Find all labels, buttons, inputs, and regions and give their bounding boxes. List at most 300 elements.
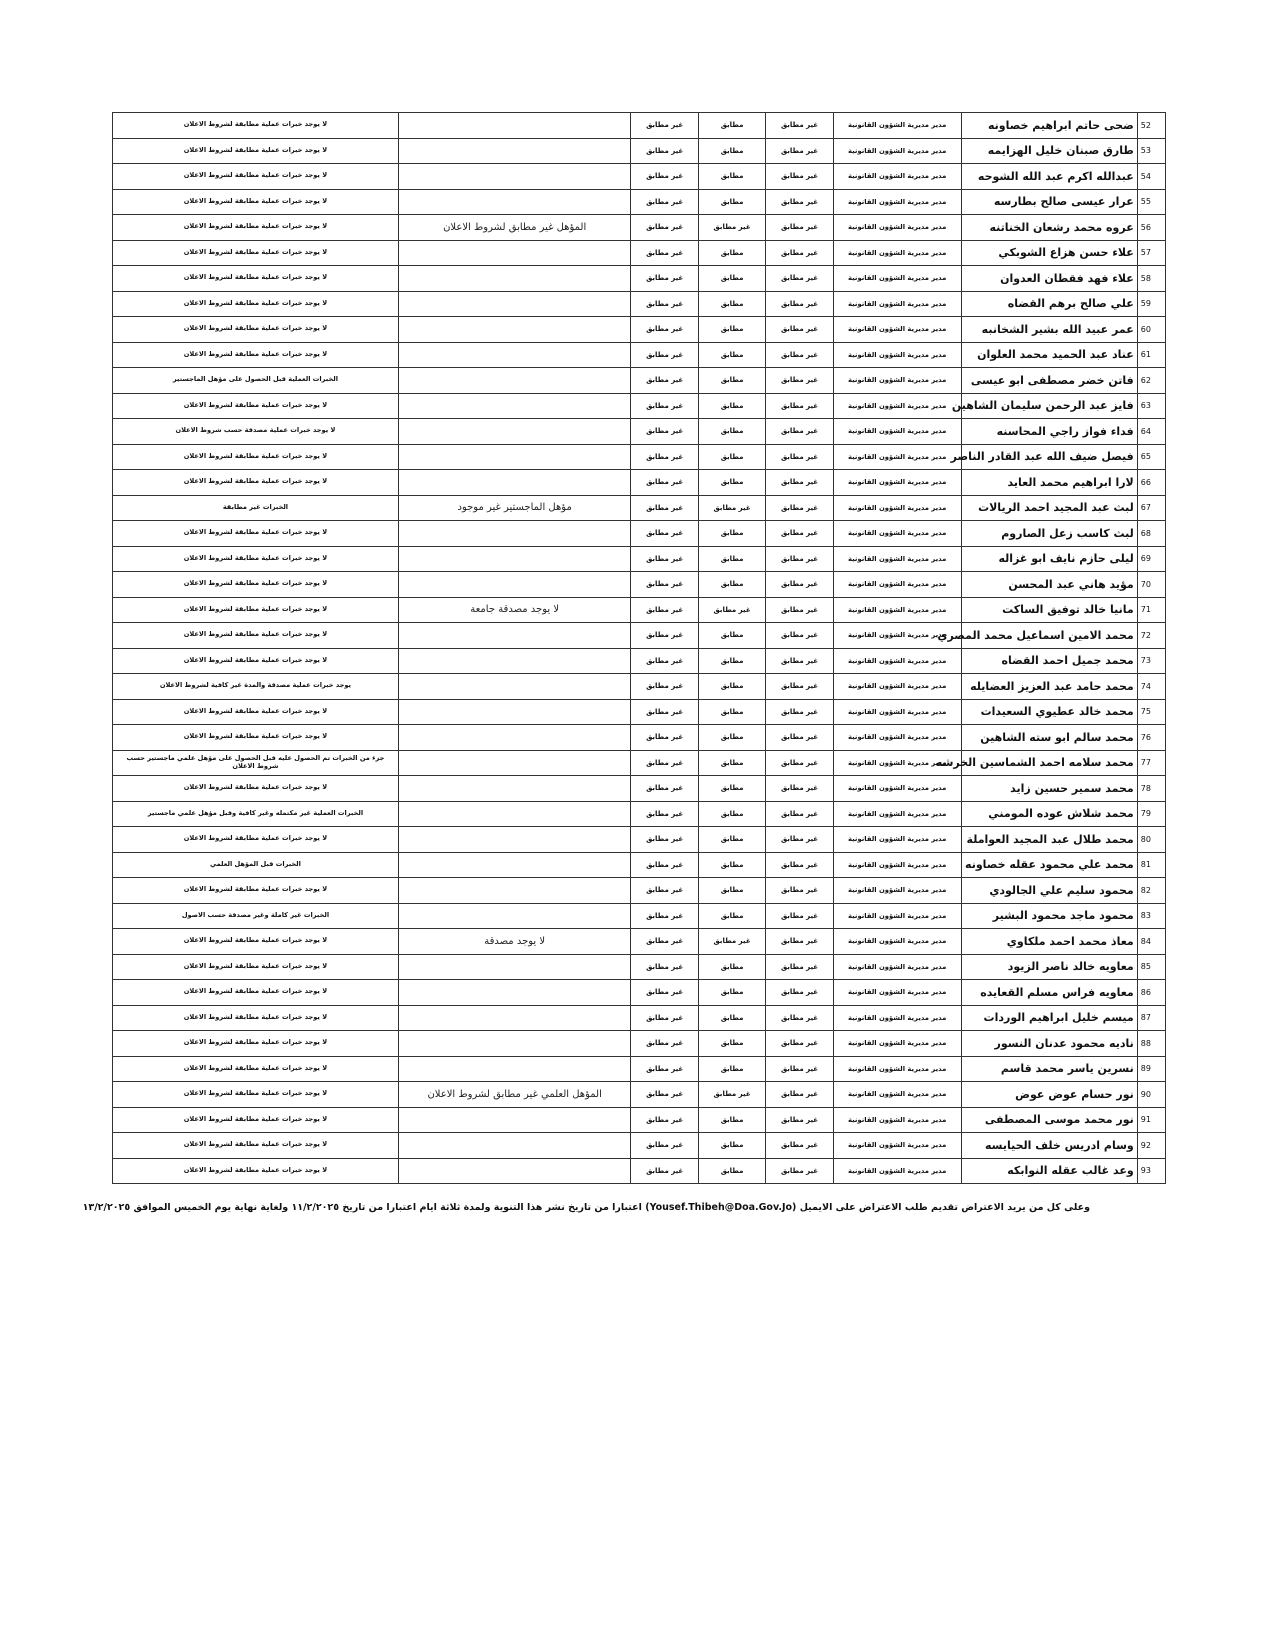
position-cell: مدير مديرية الشؤون القانونية (833, 444, 961, 470)
remarks-cell: لا يوجد خبرات عملية مطابقة لشروط الاعلان (113, 1031, 399, 1057)
row-number-cell: 63 (1137, 393, 1165, 419)
status-cell-1: غير مطابق (766, 725, 833, 751)
status-cell-3: غير مطابق (631, 827, 698, 853)
row-number-cell: 82 (1137, 878, 1165, 904)
table-row (113, 113, 1166, 139)
status-cell-2: مطابق (698, 954, 765, 980)
remarks-cell: لا يوجد خبرات عملية مطابقة لشروط الاعلان (113, 1082, 399, 1108)
position-cell: مدير مديرية الشؤون القانونية (833, 317, 961, 343)
row-number-cell: 61 (1137, 342, 1165, 368)
status-cell-3: غير مطابق (631, 725, 698, 751)
name-cell: فاتن خضر مصطفى ابو عيسى (961, 368, 1137, 394)
status-cell-1: غير مطابق (766, 393, 833, 419)
name-cell: فايز عبد الرحمن سليمان الشاهين (961, 393, 1137, 419)
qualification-cell (398, 266, 631, 292)
row-number-cell: 59 (1137, 291, 1165, 317)
status-cell-2: مطابق (698, 852, 765, 878)
table-row (113, 164, 1166, 190)
row-number-cell: 79 (1137, 801, 1165, 827)
qualification-cell (398, 1133, 631, 1159)
qualification-cell (398, 138, 631, 164)
position-cell: مدير مديرية الشؤون القانونية (833, 113, 961, 139)
table-row (113, 852, 1166, 878)
name-cell: نسرين ياسر محمد قاسم (961, 1056, 1137, 1082)
name-cell: لارا ابراهيم محمد العايد (961, 470, 1137, 496)
name-cell: عرار عيسى صالح بطارسه (961, 189, 1137, 215)
remarks-cell: لا يوجد خبرات عملية مطابقة لشروط الاعلان (113, 113, 399, 139)
qualification-cell (398, 240, 631, 266)
status-cell-1: غير مطابق (766, 648, 833, 674)
position-cell: مدير مديرية الشؤون القانونية (833, 572, 961, 598)
status-cell-2: مطابق (698, 699, 765, 725)
row-number-cell: 71 (1137, 597, 1165, 623)
position-cell: مدير مديرية الشؤون القانونية (833, 776, 961, 802)
position-cell: مدير مديرية الشؤون القانونية (833, 929, 961, 955)
status-cell-2: غير مطابق (698, 1082, 765, 1108)
qualification-cell (398, 1031, 631, 1057)
status-cell-2: مطابق (698, 546, 765, 572)
status-cell-1: غير مطابق (766, 1082, 833, 1108)
qualification-cell: لا يوجد مصدقة جامعة (398, 597, 631, 623)
table-row (113, 750, 1166, 776)
status-cell-3: غير مطابق (631, 419, 698, 445)
position-cell: مدير مديرية الشؤون القانونية (833, 189, 961, 215)
status-cell-2: مطابق (698, 521, 765, 547)
status-cell-2: مطابق (698, 648, 765, 674)
name-cell: محمد سمير حسين زايد (961, 776, 1137, 802)
table-row (113, 929, 1166, 955)
remarks-cell: لا يوجد خبرات عملية مطابقة لشروط الاعلان (113, 597, 399, 623)
status-cell-2: مطابق (698, 393, 765, 419)
remarks-cell: لا يوجد خبرات عملية مطابقة لشروط الاعلان (113, 317, 399, 343)
table-row (113, 725, 1166, 751)
qualification-cell (398, 980, 631, 1006)
status-cell-3: غير مطابق (631, 801, 698, 827)
position-cell: مدير مديرية الشؤون القانونية (833, 495, 961, 521)
table-row (113, 623, 1166, 649)
status-cell-1: غير مطابق (766, 1005, 833, 1031)
name-cell: محمد الامين اسماعيل محمد المصري (961, 623, 1137, 649)
table-row (113, 317, 1166, 343)
name-cell: مانيا خالد توفيق الساكت (961, 597, 1137, 623)
remarks-cell: لا يوجد خبرات عملية مطابقة لشروط الاعلان (113, 572, 399, 598)
status-cell-3: غير مطابق (631, 980, 698, 1006)
status-cell-2: مطابق (698, 1056, 765, 1082)
row-number-cell: 91 (1137, 1107, 1165, 1133)
name-cell: مؤيد هاني عبد المحسن (961, 572, 1137, 598)
status-cell-1: غير مطابق (766, 878, 833, 904)
status-cell-2: مطابق (698, 317, 765, 343)
status-cell-3: غير مطابق (631, 903, 698, 929)
row-number-cell: 75 (1137, 699, 1165, 725)
table-row (113, 138, 1166, 164)
status-cell-2: مطابق (698, 1031, 765, 1057)
remarks-cell: لا يوجد خبرات عملية مطابقة لشروط الاعلان (113, 189, 399, 215)
remarks-cell: لا يوجد خبرات عملية مطابقة لشروط الاعلان (113, 470, 399, 496)
status-cell-3: غير مطابق (631, 852, 698, 878)
remarks-cell: لا يوجد خبرات عملية مطابقة لشروط الاعلان (113, 648, 399, 674)
table-row (113, 597, 1166, 623)
name-cell: محمد طلال عبد المجيد العواملة (961, 827, 1137, 853)
table-row (113, 674, 1166, 700)
status-cell-1: غير مطابق (766, 929, 833, 955)
status-cell-3: غير مطابق (631, 1133, 698, 1159)
qualification-cell (398, 342, 631, 368)
status-cell-1: غير مطابق (766, 1158, 833, 1184)
status-cell-3: غير مطابق (631, 648, 698, 674)
status-cell-3: غير مطابق (631, 138, 698, 164)
status-cell-3: غير مطابق (631, 878, 698, 904)
table-row (113, 954, 1166, 980)
position-cell: مدير مديرية الشؤون القانونية (833, 266, 961, 292)
status-cell-2: مطابق (698, 1005, 765, 1031)
name-cell: محمد شلاش عوده المومني (961, 801, 1137, 827)
table-row (113, 1031, 1166, 1057)
row-number-cell: 58 (1137, 266, 1165, 292)
position-cell: مدير مديرية الشؤون القانونية (833, 1082, 961, 1108)
status-cell-3: غير مطابق (631, 929, 698, 955)
status-cell-2: مطابق (698, 138, 765, 164)
status-cell-1: غير مطابق (766, 164, 833, 190)
status-cell-3: غير مطابق (631, 189, 698, 215)
position-cell: مدير مديرية الشؤون القانونية (833, 138, 961, 164)
position-cell: مدير مديرية الشؤون القانونية (833, 878, 961, 904)
status-cell-1: غير مطابق (766, 776, 833, 802)
position-cell: مدير مديرية الشؤون القانونية (833, 1107, 961, 1133)
position-cell: مدير مديرية الشؤون القانونية (833, 903, 961, 929)
remarks-cell: الخبرات غير مطابقة (113, 495, 399, 521)
status-cell-1: غير مطابق (766, 470, 833, 496)
name-cell: محمد علي محمود عقله خصاونه (961, 852, 1137, 878)
remarks-cell: لا يوجد خبرات عملية مطابقة لشروط الاعلان (113, 240, 399, 266)
table-row (113, 266, 1166, 292)
table-row (113, 546, 1166, 572)
position-cell: مدير مديرية الشؤون القانونية (833, 1056, 961, 1082)
status-cell-1: غير مطابق (766, 623, 833, 649)
status-cell-3: غير مطابق (631, 240, 698, 266)
qualification-cell: المؤهل غير مطابق لشروط الاعلان (398, 215, 631, 241)
position-cell: مدير مديرية الشؤون القانونية (833, 674, 961, 700)
row-number-cell: 87 (1137, 1005, 1165, 1031)
remarks-cell: لا يوجد خبرات عملية مطابقة لشروط الاعلان (113, 342, 399, 368)
qualification-cell (398, 291, 631, 317)
status-cell-3: غير مطابق (631, 215, 698, 241)
status-cell-2: غير مطابق (698, 495, 765, 521)
remarks-cell: الخبرات قبل المؤهل العلمي (113, 852, 399, 878)
remarks-cell: لا يوجد خبرات عملية مطابقة لشروط الاعلان (113, 1133, 399, 1159)
remarks-cell: يوجد خبرات عملية مصدقة والمدة غير كافية لشروط الاعلان (113, 674, 399, 700)
name-cell: محمد سلامه احمد الشماسين الخرشه (961, 750, 1137, 776)
position-cell: مدير مديرية الشؤون القانونية (833, 980, 961, 1006)
status-cell-1: غير مطابق (766, 291, 833, 317)
status-cell-1: غير مطابق (766, 852, 833, 878)
status-cell-2: غير مطابق (698, 597, 765, 623)
status-cell-1: غير مطابق (766, 801, 833, 827)
status-cell-3: غير مطابق (631, 113, 698, 139)
table-row (113, 393, 1166, 419)
status-cell-3: غير مطابق (631, 521, 698, 547)
status-cell-3: غير مطابق (631, 1082, 698, 1108)
status-cell-3: غير مطابق (631, 572, 698, 598)
position-cell: مدير مديرية الشؤون القانونية (833, 623, 961, 649)
qualification-cell (398, 878, 631, 904)
status-cell-2: مطابق (698, 189, 765, 215)
table-row (113, 240, 1166, 266)
status-cell-1: غير مطابق (766, 903, 833, 929)
name-cell: محمود سليم علي الجالودي (961, 878, 1137, 904)
status-cell-2: مطابق (698, 827, 765, 853)
status-cell-1: غير مطابق (766, 597, 833, 623)
qualification-cell (398, 572, 631, 598)
row-number-cell: 68 (1137, 521, 1165, 547)
position-cell: مدير مديرية الشؤون القانونية (833, 1158, 961, 1184)
row-number-cell: 89 (1137, 1056, 1165, 1082)
table-row (113, 699, 1166, 725)
qualification-cell (398, 189, 631, 215)
position-cell: مدير مديرية الشؤون القانونية (833, 954, 961, 980)
position-cell: مدير مديرية الشؤون القانونية (833, 827, 961, 853)
qualification-cell (398, 801, 631, 827)
position-cell: مدير مديرية الشؤون القانونية (833, 164, 961, 190)
table-row (113, 1056, 1166, 1082)
remarks-cell: جزء من الخبرات تم الحصول عليه قبل الحصول على مؤهل علمي ماجستير حسب شروط الاعلان (113, 750, 399, 776)
status-cell-3: غير مطابق (631, 1158, 698, 1184)
qualification-cell (398, 1005, 631, 1031)
status-cell-1: غير مطابق (766, 240, 833, 266)
remarks-cell: لا يوجد خبرات عملية مطابقة لشروط الاعلان (113, 1056, 399, 1082)
name-cell: عمر عبيد الله بشير الشخانبه (961, 317, 1137, 343)
status-cell-2: مطابق (698, 801, 765, 827)
row-number-cell: 64 (1137, 419, 1165, 445)
remarks-cell: لا يوجد خبرات عملية مطابقة لشروط الاعلان (113, 393, 399, 419)
remarks-cell: لا يوجد خبرات عملية مطابقة لشروط الاعلان (113, 138, 399, 164)
name-cell: لبث كاسب زعل الصاروم (961, 521, 1137, 547)
row-number-cell: 55 (1137, 189, 1165, 215)
name-cell: طارق صبنان خليل الهزايمه (961, 138, 1137, 164)
status-cell-1: غير مطابق (766, 750, 833, 776)
row-number-cell: 86 (1137, 980, 1165, 1006)
name-cell: وسام ادريس خلف الحيايسه (961, 1133, 1137, 1159)
status-cell-3: غير مطابق (631, 444, 698, 470)
position-cell: مدير مديرية الشؤون القانونية (833, 725, 961, 751)
qualification-cell (398, 113, 631, 139)
status-cell-3: غير مطابق (631, 164, 698, 190)
status-cell-2: مطابق (698, 470, 765, 496)
status-cell-2: مطابق (698, 878, 765, 904)
row-number-cell: 93 (1137, 1158, 1165, 1184)
name-cell: محمد خالد عطيوي السعيدات (961, 699, 1137, 725)
row-number-cell: 77 (1137, 750, 1165, 776)
status-cell-3: غير مطابق (631, 1005, 698, 1031)
position-cell: مدير مديرية الشؤون القانونية (833, 419, 961, 445)
position-cell: مدير مديرية الشؤون القانونية (833, 1133, 961, 1159)
row-number-cell: 76 (1137, 725, 1165, 751)
row-number-cell: 62 (1137, 368, 1165, 394)
position-cell: مدير مديرية الشؤون القانونية (833, 1031, 961, 1057)
remarks-cell: لا يوجد خبرات عملية مطابقة لشروط الاعلان (113, 1005, 399, 1031)
position-cell: مدير مديرية الشؤون القانونية (833, 521, 961, 547)
status-cell-1: غير مطابق (766, 266, 833, 292)
position-cell: مدير مديرية الشؤون القانونية (833, 1005, 961, 1031)
status-cell-3: غير مطابق (631, 470, 698, 496)
status-cell-2: مطابق (698, 342, 765, 368)
qualification-cell (398, 750, 631, 776)
name-cell: معاذ محمد احمد ملكاوي (961, 929, 1137, 955)
status-cell-3: غير مطابق (631, 674, 698, 700)
qualification-cell (398, 444, 631, 470)
row-number-cell: 92 (1137, 1133, 1165, 1159)
row-number-cell: 52 (1137, 113, 1165, 139)
position-cell: مدير مديرية الشؤون القانونية (833, 470, 961, 496)
name-cell: فيصل ضيف الله عبد القادر الناصر (961, 444, 1137, 470)
name-cell: محمد جميل احمد القضاه (961, 648, 1137, 674)
row-number-cell: 84 (1137, 929, 1165, 955)
remarks-cell: لا يوجد خبرات عملية مطابقة لشروط الاعلان (113, 215, 399, 241)
qualification-cell (398, 725, 631, 751)
status-cell-1: غير مطابق (766, 1133, 833, 1159)
status-cell-2: مطابق (698, 903, 765, 929)
name-cell: فداء فواز راجي المحاسنه (961, 419, 1137, 445)
qualification-cell (398, 164, 631, 190)
remarks-cell: لا يوجد خبرات عملية مطابقة لشروط الاعلان (113, 444, 399, 470)
status-cell-2: مطابق (698, 725, 765, 751)
status-cell-1: غير مطابق (766, 138, 833, 164)
remarks-cell: لا يوجد خبرات عملية مطابقة لشروط الاعلان (113, 725, 399, 751)
name-cell: محمود ماجد محمود البشير (961, 903, 1137, 929)
candidates-table-body (113, 113, 1166, 1184)
qualification-cell (398, 546, 631, 572)
table-row (113, 470, 1166, 496)
name-cell: ليلى حازم نايف ابو غزاله (961, 546, 1137, 572)
name-cell: علاء فهد فقطان العدوان (961, 266, 1137, 292)
status-cell-3: غير مطابق (631, 393, 698, 419)
status-cell-3: غير مطابق (631, 623, 698, 649)
name-cell: معاويه فراس مسلم القعايده (961, 980, 1137, 1006)
status-cell-1: غير مطابق (766, 1107, 833, 1133)
qualification-cell (398, 317, 631, 343)
name-cell: علاء حسن هزاع الشوبكي (961, 240, 1137, 266)
qualification-cell (398, 852, 631, 878)
status-cell-1: غير مطابق (766, 1056, 833, 1082)
status-cell-3: غير مطابق (631, 954, 698, 980)
candidates-table (112, 112, 1166, 1184)
qualification-cell (398, 368, 631, 394)
qualification-cell (398, 648, 631, 674)
status-cell-1: غير مطابق (766, 980, 833, 1006)
row-number-cell: 85 (1137, 954, 1165, 980)
qualification-cell (398, 1158, 631, 1184)
name-cell: عبدالله اكرم عبد الله الشوحه (961, 164, 1137, 190)
position-cell: مدير مديرية الشؤون القانونية (833, 750, 961, 776)
name-cell: وعد غالب عقله النوابكه (961, 1158, 1137, 1184)
status-cell-1: غير مطابق (766, 215, 833, 241)
status-cell-2: مطابق (698, 1158, 765, 1184)
position-cell: مدير مديرية الشؤون القانونية (833, 546, 961, 572)
name-cell: معاويه خالد ناصر الزيود (961, 954, 1137, 980)
status-cell-3: غير مطابق (631, 546, 698, 572)
name-cell: نور محمد موسى المصطفى (961, 1107, 1137, 1133)
row-number-cell: 80 (1137, 827, 1165, 853)
remarks-cell: لا يوجد خبرات عملية مطابقة لشروط الاعلان (113, 521, 399, 547)
position-cell: مدير مديرية الشؤون القانونية (833, 852, 961, 878)
status-cell-1: غير مطابق (766, 342, 833, 368)
table-row (113, 1082, 1166, 1108)
row-number-cell: 69 (1137, 546, 1165, 572)
position-cell: مدير مديرية الشؤون القانونية (833, 393, 961, 419)
position-cell: مدير مديرية الشؤون القانونية (833, 699, 961, 725)
table-row (113, 495, 1166, 521)
position-cell: مدير مديرية الشؤون القانونية (833, 342, 961, 368)
remarks-cell: لا يوجد خبرات عملية مطابقة لشروط الاعلان (113, 546, 399, 572)
qualification-cell (398, 827, 631, 853)
remarks-cell: لا يوجد خبرات عملية مصدقة حسب شروط الاعلان (113, 419, 399, 445)
table-row (113, 903, 1166, 929)
status-cell-3: غير مطابق (631, 597, 698, 623)
status-cell-2: مطابق (698, 674, 765, 700)
status-cell-2: مطابق (698, 444, 765, 470)
table-row (113, 801, 1166, 827)
status-cell-3: غير مطابق (631, 291, 698, 317)
remarks-cell: لا يوجد خبرات عملية مطابقة لشروط الاعلان (113, 980, 399, 1006)
remarks-cell: لا يوجد خبرات عملية مطابقة لشروط الاعلان (113, 623, 399, 649)
name-cell: عروه محمد رشعان الخناتنه (961, 215, 1137, 241)
qualification-cell (398, 776, 631, 802)
status-cell-2: مطابق (698, 368, 765, 394)
status-cell-1: غير مطابق (766, 954, 833, 980)
table-row (113, 648, 1166, 674)
table-row (113, 1158, 1166, 1184)
qualification-cell: لا يوجد مصدقة (398, 929, 631, 955)
status-cell-1: غير مطابق (766, 572, 833, 598)
row-number-cell: 66 (1137, 470, 1165, 496)
status-cell-2: مطابق (698, 291, 765, 317)
remarks-cell: لا يوجد خبرات عملية مطابقة لشروط الاعلان (113, 291, 399, 317)
qualification-cell (398, 1107, 631, 1133)
row-number-cell: 56 (1137, 215, 1165, 241)
table-row (113, 1107, 1166, 1133)
status-cell-1: غير مطابق (766, 444, 833, 470)
status-cell-2: مطابق (698, 240, 765, 266)
status-cell-1: غير مطابق (766, 495, 833, 521)
status-cell-2: مطابق (698, 164, 765, 190)
status-cell-2: مطابق (698, 776, 765, 802)
status-cell-3: غير مطابق (631, 266, 698, 292)
row-number-cell: 90 (1137, 1082, 1165, 1108)
row-number-cell: 81 (1137, 852, 1165, 878)
name-cell: ضحى حاتم ابراهيم خصاونه (961, 113, 1137, 139)
status-cell-3: غير مطابق (631, 317, 698, 343)
status-cell-2: مطابق (698, 113, 765, 139)
name-cell: لبث عبد المجيد احمد الريالات (961, 495, 1137, 521)
table-row (113, 878, 1166, 904)
remarks-cell: لا يوجد خبرات عملية مطابقة لشروط الاعلان (113, 164, 399, 190)
status-cell-2: مطابق (698, 1133, 765, 1159)
row-number-cell: 60 (1137, 317, 1165, 343)
status-cell-2: مطابق (698, 266, 765, 292)
table-row (113, 980, 1166, 1006)
table-row (113, 1005, 1166, 1031)
qualification-cell (398, 521, 631, 547)
status-cell-1: غير مطابق (766, 521, 833, 547)
name-cell: محمد حامد عبد العزيز العضايله (961, 674, 1137, 700)
row-number-cell: 78 (1137, 776, 1165, 802)
qualification-cell (398, 623, 631, 649)
row-number-cell: 57 (1137, 240, 1165, 266)
row-number-cell: 67 (1137, 495, 1165, 521)
remarks-cell: لا يوجد خبرات عملية مطابقة لشروط الاعلان (113, 954, 399, 980)
status-cell-3: غير مطابق (631, 750, 698, 776)
objection-notice: وعلى كل من يريد الاعتراض تقديم طلب الاعتراض على الايميل (Yousef.Thibeh@Doa.Gov.Jo) اعتبارا من تاريخ نشر هذا التنوية ولمدة ثلاثة ايام اعتبارا من تاريخ ١١/٢/٢٠٢٥ ولغاية نهاية يوم الخميس الموافق ١٣/٢/٢٠٢٥ (82, 1202, 1090, 1213)
